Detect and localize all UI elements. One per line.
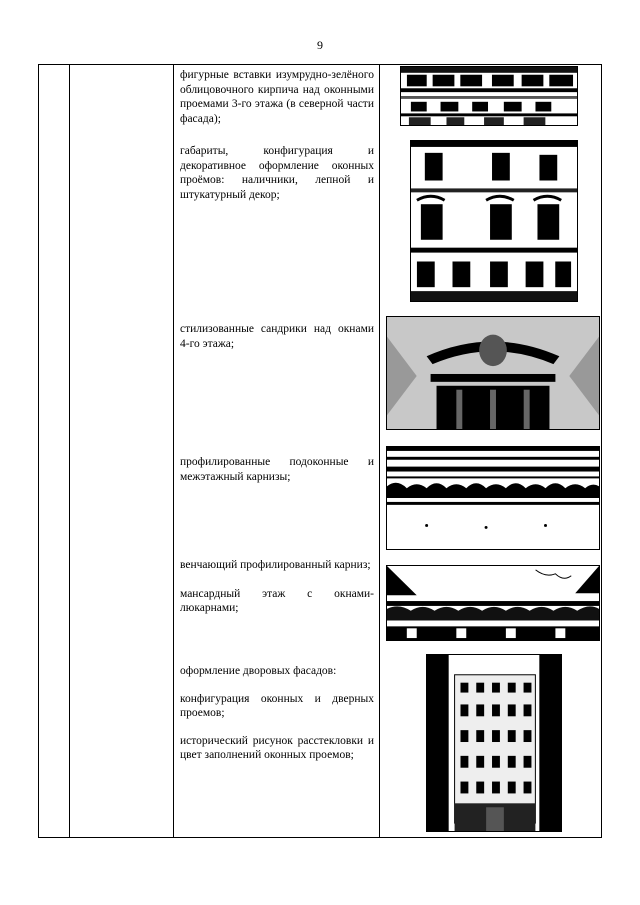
description-text: венчающий профилированный карниз; <box>180 559 371 571</box>
column-divider <box>69 65 70 837</box>
page-number: 9 <box>317 38 323 52</box>
description-text: исторический рисунок расстекловки и цвет заполнений оконных проемов; <box>180 734 374 761</box>
facade-photo-cornices <box>386 446 600 550</box>
table-row-text <box>180 455 374 484</box>
courtyard-facades-photo <box>426 654 562 832</box>
facade-photo-crowning-cornice-mansard <box>386 565 600 641</box>
description-text: конфигурация оконных и дверных проемов; <box>180 692 374 719</box>
facade-photo-3rd-floor-brick-inserts <box>400 66 578 126</box>
description-text: фигурные вставки изумрудно-зелёного облицовочного кирпича над оконными проемами 3-го этажа (в северной части фасада); <box>180 69 374 125</box>
table-row-text <box>180 558 374 616</box>
column-divider <box>173 65 174 837</box>
description-text: стилизованные сандрики над окнами 4-го этажа; <box>180 323 374 350</box>
description-text: мансардный этаж с окнами-люкарнами; <box>180 587 374 614</box>
table-row-text <box>180 68 374 126</box>
column-divider <box>379 65 380 837</box>
description-text: оформление дворовых фасадов: <box>180 665 337 677</box>
facade-photo-window-openings <box>410 140 578 302</box>
table-row-text <box>180 664 374 763</box>
table-row-text <box>180 144 374 202</box>
table-row-text <box>180 322 374 351</box>
description-text: габариты, конфигурация и декоративное оформление оконных проёмов: наличники, лепной и штукатурный декор; <box>180 145 374 201</box>
description-text: профилированные подоконные и межэтажный карнизы; <box>180 456 374 483</box>
facade-photo-sandriks <box>386 316 600 430</box>
